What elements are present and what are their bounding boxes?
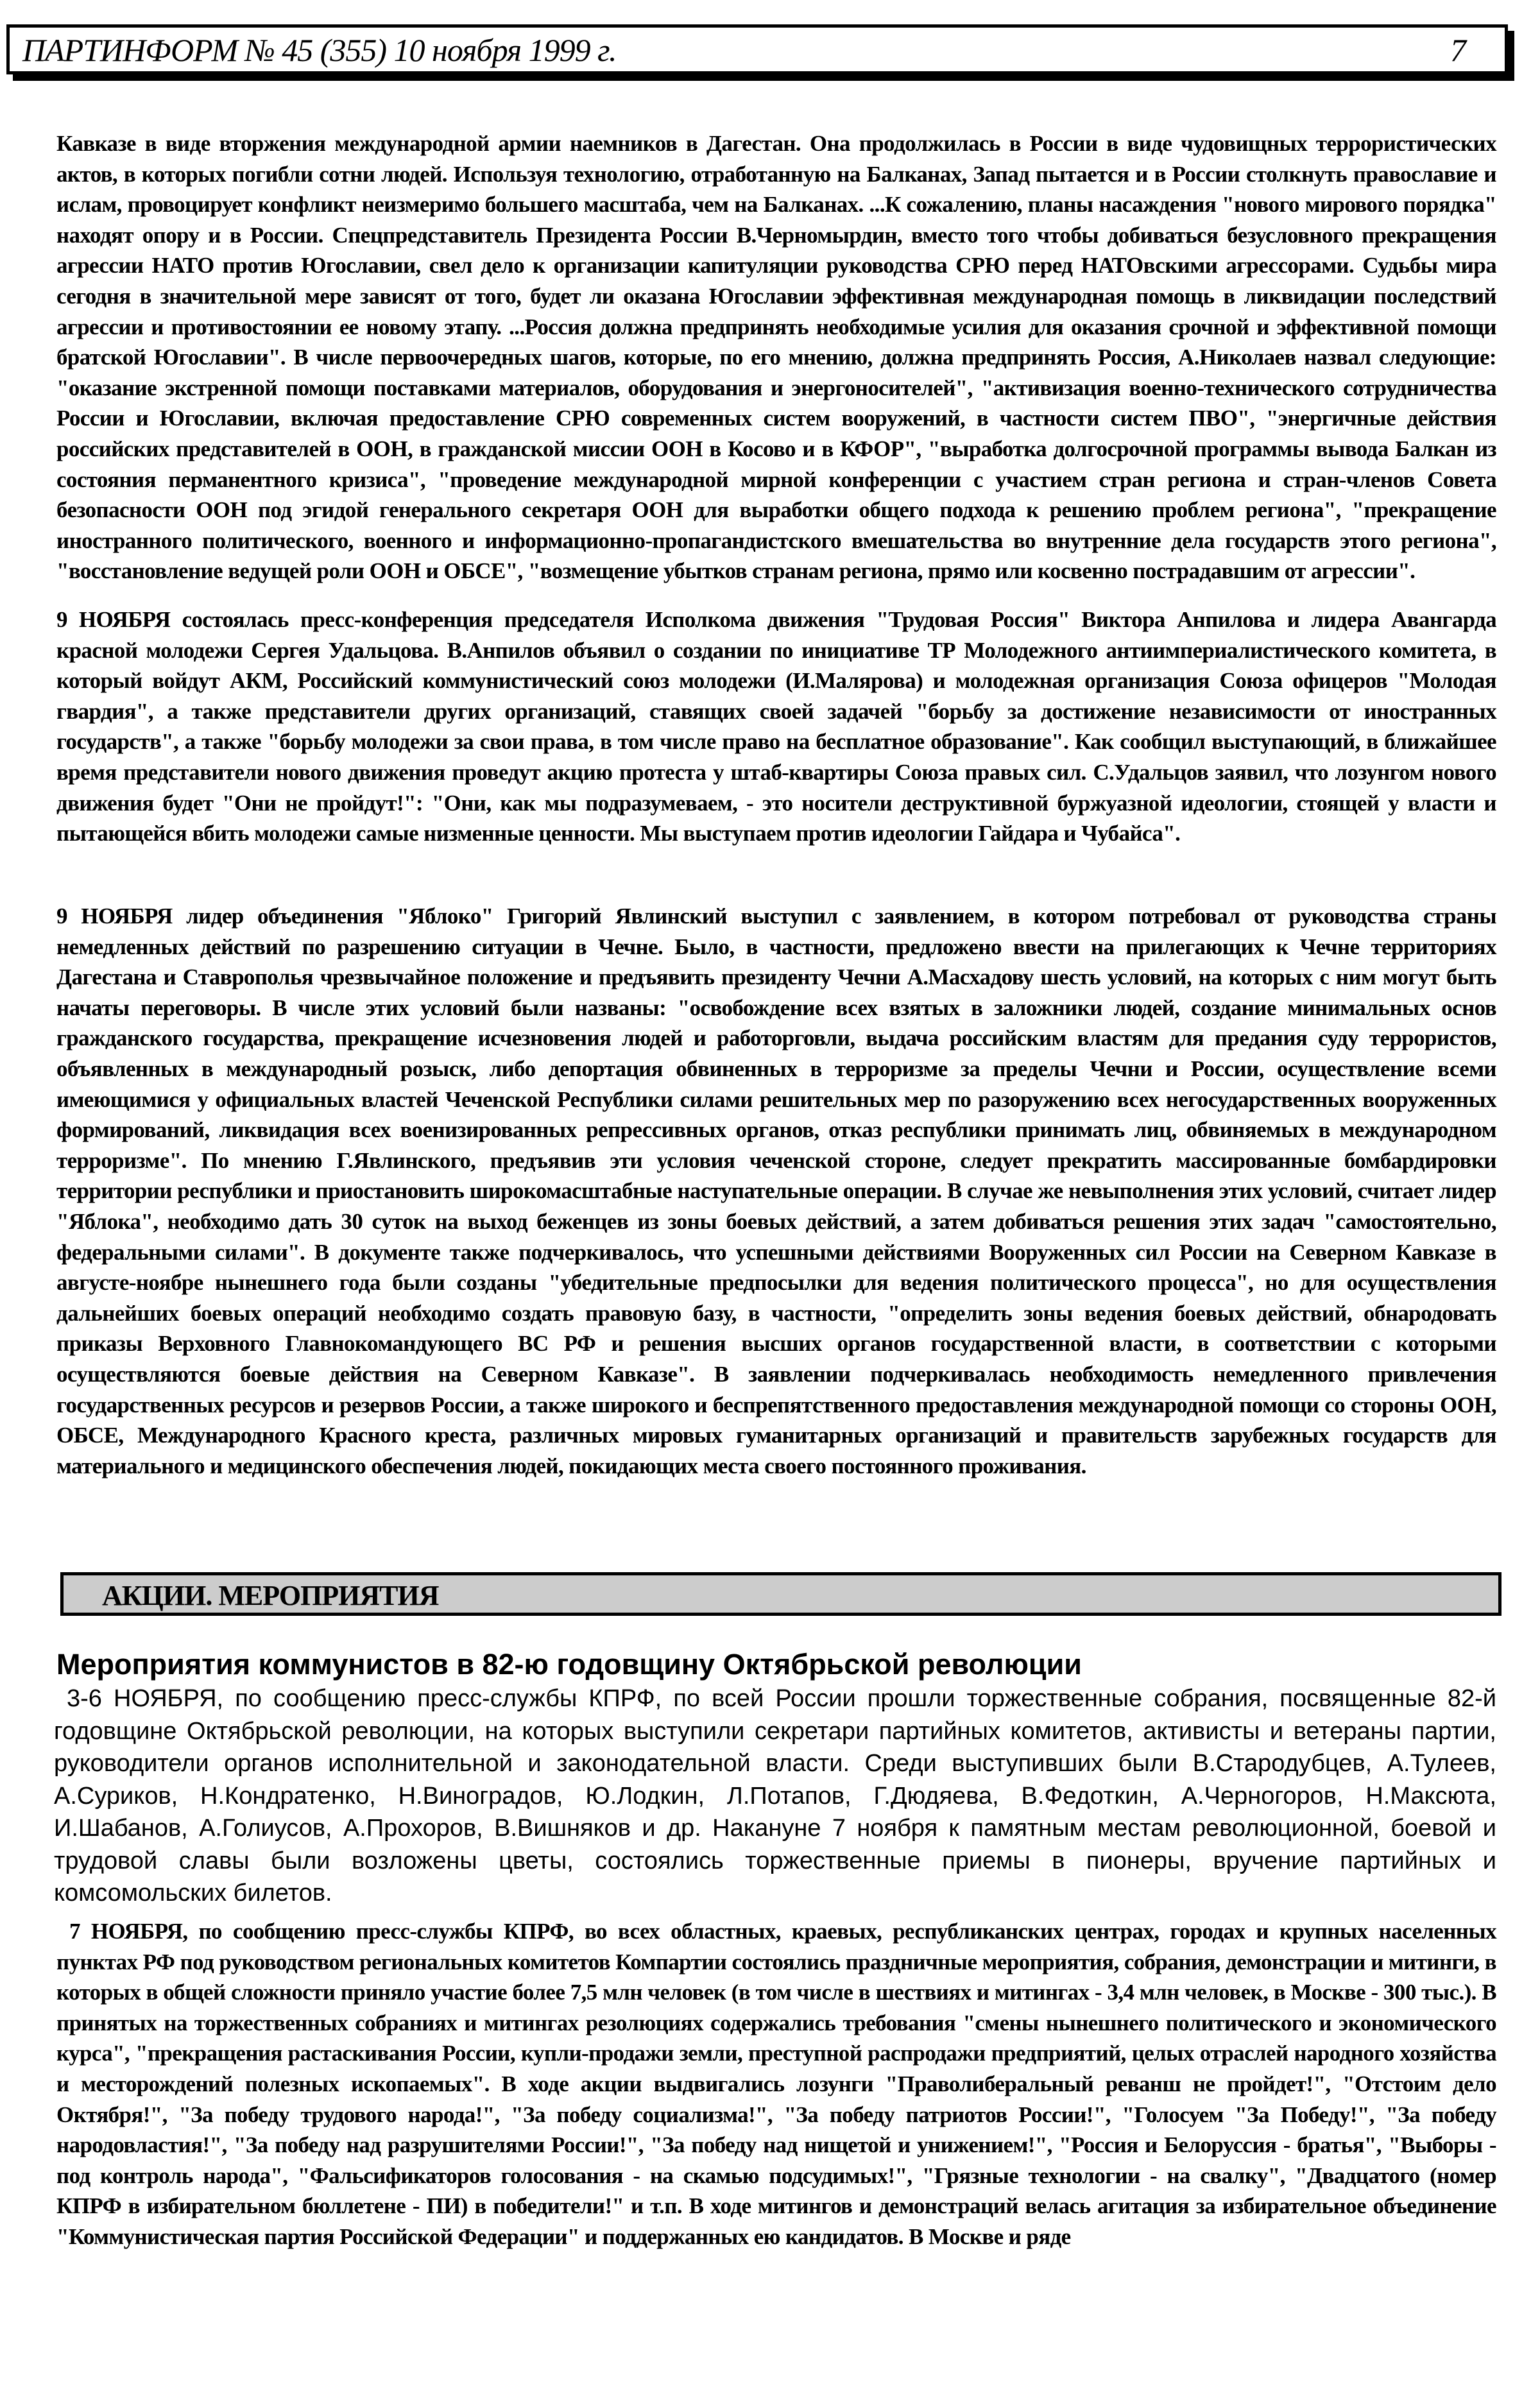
page-header — [6, 24, 1508, 74]
article-paragraph-november-7: 7 НОЯБРЯ, по сообщению пресс-службы КПРФ, во всех областных, краевых, республиканских центрах, городах и крупных населенных пунктах РФ под руководством региональных комитетов Компартии состоялись праздничные мероприятия, собрания, демонстрации и митинги, в которых в общей сложности приняло участие более 7,5 млн человек (в том числе в шествиях и митингах - 3,4 млн человек, в Москве - 300 тыс.). В принятых на торжественных собраниях и митингах резолюциях содержались требования "смены нынешнего политического и экономического курса", "прекращения растаскивания России, купли-продажи земли, преступной распродажи предприятий, целых отраслей народного хозяйства и месторождений полезных ископаемых". В ходе акции выдвигались лозунги "Праволиберальный реванш не пройдет!", "Отстоим дело Октября!", "За победу трудового народа!", "За победу социализма!", "За победу патриотов России!", "Голосуем "За Победу!", "За победу народовластия!", "За победу над разрушителями России!", "За победу над нищетой и унижением!", "Россия и Белоруссия - братья", "Выборы - под контроль народа", "Фальсификаторов голосования - на скамью подсудимых!", "Грязные технологии - на свалку", "Двадцатого (номер КПРФ в избирательном бюллетене - ПИ) в победители!" и т.п. В ходе митингов и демонстраций велась агитация за избирательное объединение "Коммунистическая партия Российской Федерации" и поддержанных ею кандидатов. В Москве и ряде — [56, 1919, 1496, 2249]
article-title: Мероприятия коммунистов в 82-ю годовщину Октябрьской революции — [56, 1648, 1082, 1681]
publication-title: ПАРТИНФОРМ № 45 (355) 10 ноября 1999 г. — [22, 32, 617, 68]
section-title: АКЦИИ. МЕРОПРИЯТИЯ — [102, 1580, 439, 1611]
section-header-bar — [60, 1572, 1502, 1616]
paragraph-anpilov: 9 НОЯБРЯ состоялась пресс-конференция председателя Исполкома движения "Трудовая Россия" Виктора Анпилова и лидера Авангарда красной молодежи Сергея Удальцова. В.Анпилов объявил о создании по инициативе ТР Молодежного антиимпериалистического комитета, в который войдут АКМ, Российский коммунистический союз молодежи (И.Малярова) и молодежная организация Союза офицеров "Молодая гвардия", а также представители других организаций, ставящих своей задачей "борьбу за достижение независимости от иностранных государств", а также "борьбу молодежи за свои права, в том числе право на бесплатное образование". Как сообщил выступающий, в ближайшее время представители нового движения проведут акцию протеста у штаб-квартиры Союза правых сил. С.Удальцов заявил, что лозунгом нового движения будет "Они не пройдут!": "Они, как мы подразумеваем, - это носители деструктивной буржуазной идеологии, стоящей у власти и пытающейся вбить молодежи самые низменные ценности. Мы выступаем против идеологии Гайдара и Чубайса". — [56, 607, 1496, 846]
article-paragraph-intro: 3-6 НОЯБРЯ, по сообщению пресс-службы КПРФ, по всей России прошли торжественные собрания, посвященные 82-й годовщине Октябрьской революции, на которых выступили секретари партийных комитетов, активисты и ветераны партии, руководители органов исполнительной и законодательной власти. Среди выступивших были В.Стародубцев, А.Тулеев, А.Суриков, Н.Кондратенко, Н.Виноградов, Ю.Лодкин, Л.Потапов, Г.Дюдяева, В.Федоткин, А.Черногоров, Н.Максюта, И.Шабанов, А.Голиусов, А.Прохоров, В.Вишняков и др. Накануне 7 ноября к памятным местам революционной, боевой и трудовой славы были возложены цветы, состоялись торжественные приемы в пионеры, вручение партийных и комсомольских билетов. — [54, 1685, 1496, 1906]
page-number: 7 — [1450, 32, 1466, 68]
paragraph-continued: Кавказе в виде вторжения международной армии наемников в Дагестан. Она продолжилась в России в виде чудовищных террористических актов, в которых погибли сотни людей. Используя технологию, отработанную на Балканах, Запад пытается и в России столкнуть православие и ислам, провоцирует конфликт неизмеримо большего масштаба, чем на Балканах. ...К сожалению, планы насаждения "нового мирового порядка" находят опору и в России. Спецпредставитель Президента России В.Черномырдин, вместо того чтобы добиваться безусловного прекращения агрессии НАТО против Югославии, свел дело к организации капитуляции руководства СРЮ перед НАТОвскими агрессорами. Судьбы мира сегодня в значительной мере зависят от того, будет ли оказана Югославии эффективная международная помощь в ликвидации последствий агрессии и противостоянии ее новому этапу. ...Россия должна предпринять необходимые усилия для оказания срочной и эффективной помощи братской Югославии". В числе первоочередных шагов, которые, по его мнению, должна предпринять Россия, А.Николаев назвал следующие: "оказание экстренной помощи поставками материалов, оборудования и энергоносителей", "активизация военно-технического сотрудничества России и Югославии, включая предоставление СРЮ современных систем вооружений, в частности систем ПВО", "энергичные действия российских представителей в ООН, в гражданской миссии ООН в Косово и в КФОР", "выработка долгосрочной программы вывода Балкан из состояния перманентного кризиса", "проведение международной мирной конференции с участием стран региона и стран-членов Совета безопасности ООН под эгидой генерального секретаря ООН для выработки общего подхода к решению проблем региона", "прекращение иностранного политического, военного и информационно-пропагандистского вмешательства во внутренние дела государств этого региона", "восстановление ведущей роли ООН и ОБСЕ", "возмещение убытков странам региона, прямо или косвенно пострадавшим от агрессии". — [56, 131, 1496, 584]
paragraph-yavlinsky: 9 НОЯБРЯ лидер объединения "Яблоко" Григорий Явлинский выступил с заявлением, в котором потребовал от руководства страны немедленных действий по разрешению ситуации в Чечне. Было, в частности, предложено ввести на прилегающих к Чечне территориях Дагестана и Ставрополья чрезвычайное положение и предъявить президенту Чечни А.Масхадову шесть условий, на которых с ним могут быть начаты переговоры. В числе этих условий были названы: "освобождение всех взятых в заложники людей, создание минимальных основ гражданского государства, прекращение исчезновения людей и работорговли, выдача российским властям для предания суду террористов, объявленных в международный розыск, либо депортация обвиненных в терроризме за пределы Чечни и России, осуществление всеми имеющимися у официальных властей Чеченской Республики силами решительных мер по разоружению всех негосударственных вооруженных формирований, ликвидация всех военизированных репрессивных органов, отказ республики принимать лиц, обвиняемых в международном терроризме". По мнению Г.Явлинского, предъявив эти условия чеченской стороне, следует прекратить массированные бомбардировки территории республики и приостановить широкомасштабные наступательные операции. В случае же невыполнения этих условий, считает лидер "Яблока", необходимо дать 30 суток на выход беженцев из зоны боевых действий, а затем добиваться решения этих задач "самостоятельно, федеральными силами". В документе также подчеркивалось, что успешными действиями Вооруженных сил России на Северном Кавказе в августе-ноябре нынешнего года были созданы "убедительные предпосылки для ведения политического процесса", но для осуществления дальнейших боевых операций необходимо создать правовую базу, в частности, "определить зоны ведения боевых действий, обнародовать приказы Верховного Главнокомандующего ВС РФ и решения высших органов государственной власти, в соответствии с которыми осуществляются боевые действия на Северном Кавказе". В заявлении подчеркивалась необходимость немедленного привлечения государственных ресурсов и резервов России, а также широкого и беспрепятственного предоставления международной помощи со стороны ООН, ОБСЕ, Международного Красного креста, различных мировых гуманитарных организаций и правительств зарубежных государств для материального и медицинского обеспечения людей, покидающих места своего постоянного проживания. — [56, 904, 1496, 1478]
